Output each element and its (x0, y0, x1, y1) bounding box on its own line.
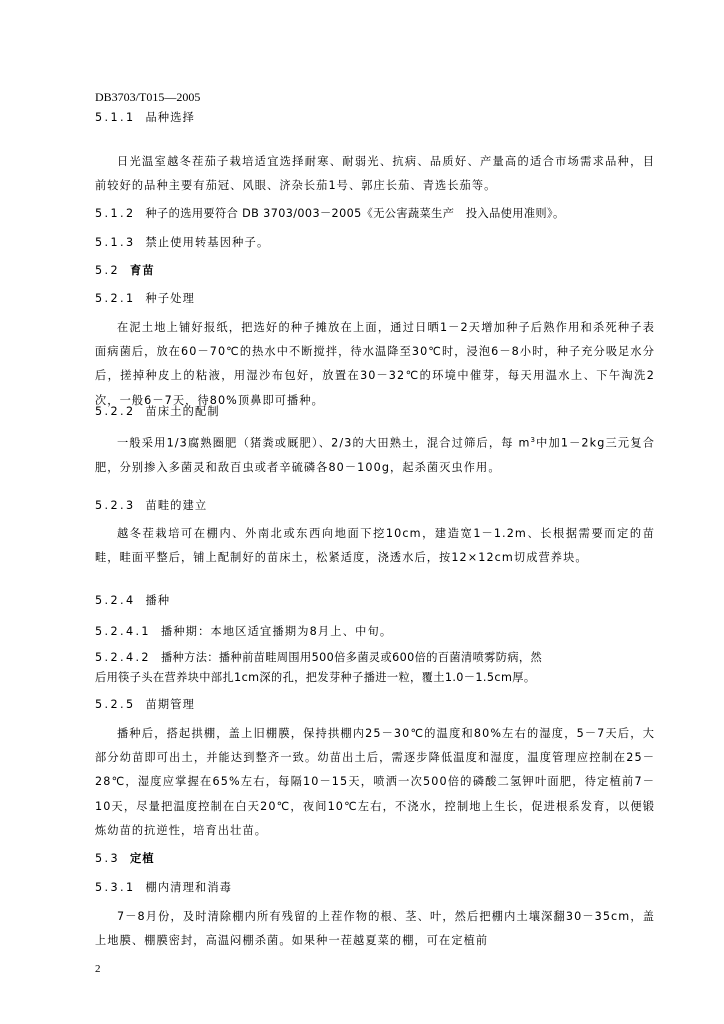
section-title: 播种期：本地区适宜播期为8月上、中旬。 (160, 625, 393, 638)
heading-5-3-1 (95, 881, 655, 895)
heading-5-1-2 (95, 207, 655, 221)
paragraph-5-2-2 (95, 428, 655, 504)
section-number: 5.2 (95, 264, 120, 277)
heading-5-2-4-2 (95, 651, 655, 665)
section-title: 种子处理 (145, 292, 196, 305)
superscript-3: 3 (530, 436, 537, 444)
section-title: 种子的选用要符合 DB 3703/003－2005《无公害蔬菜生产 投入品使用准则》。 (145, 207, 565, 220)
section-title: 播种 (145, 594, 171, 607)
paragraph-text-start: 一般采用1/3腐熟圈肥（猪粪或厩肥）、2/3的大田熟土，混合过筛后，每 m (117, 436, 531, 450)
paragraph-5-3-1: 7－8月份，及时清除棚内所有残留的上茬作物的根、茎、叶，然后把棚内土壤深翻30－35cm，盖上地膜、棚膜密封，高温闷棚杀菌。如果种一茬越夏菜的棚，可在定植前 (95, 910, 655, 948)
page-number: 2 (95, 963, 101, 975)
section-title: 播种方法：播种前苗畦周围用500倍多菌灵或600倍的百菌清喷雾防病，然 (160, 651, 543, 664)
section-number: 5.3.1 (95, 881, 136, 894)
section-number: 5.2.1 (95, 292, 136, 305)
document-id: DB3703/T015—2005 (95, 90, 201, 104)
paragraph-5-2-4-2: 后用筷子头在营养块中部扎1cm深的孔，把发芽种子播进一粒，覆土1.0－1.5cm厚。 (95, 671, 536, 684)
section-title: 苗期管理 (145, 698, 196, 711)
section-number: 5.2.4.1 (95, 625, 151, 638)
section-number: 5.2.4.2 (95, 651, 151, 664)
section-number: 5.2.3 (95, 499, 136, 512)
paragraph-text-end: 中加1－2kg三元复合肥，分别掺入多菌灵和敌百虫或者辛硫磷各80－100g，起杀菌灭虫作用。 (95, 436, 655, 474)
section-title: 育苗 (130, 264, 155, 277)
paragraph-5-2-3: 越冬茬栽培可在棚内、外南北或东西向地面下挖10cm，建造宽1－1.2m、长根据需要而定的苗畦，畦面平整后，铺上配制好的苗床土，松紧适度，浇透水后，按12×12cm切成营养块。 (95, 527, 655, 565)
section-title: 定植 (130, 852, 155, 865)
section-number: 5.1.2 (95, 207, 136, 220)
section-number: 5.2.2 (95, 405, 136, 418)
section-title: 品种选择 (145, 111, 196, 124)
paragraph-5-2-1: 在泥土地上铺好报纸，把选好的种子摊放在上面，通过日晒1－2天增加种子后熟作用和杀死种子表面病菌后，放在60－70℃的热水中不断搅拌，待水温降至30℃时，浸泡6－8小时，种子充分吸足水分后，搓掉种皮上的粘液，用湿沙布包好，放置在30－32℃的环境中催芽，每天用温水上、下午淘洗2次，一般6－7天，待80%顶鼻即可播种。 (95, 321, 655, 407)
section-title: 苗床土的配制 (145, 405, 220, 418)
heading-5-2-1 (95, 292, 655, 306)
section-title: 苗畦的建立 (145, 499, 208, 512)
paragraph-5-2-5: 播种后，搭起拱棚，盖上旧棚膜，保持拱棚内25－30℃的温度和80%左右的湿度，5－7天后，大部分幼苗即可出土，并能达到整齐一致。幼苗出土后，需逐步降低温度和湿度，温度管理应控制在25－28℃，湿度应掌握在65%左右，每隔10－15天，喷洒一次500倍的磷酸二氢钾叶面肥，待定植前7－10天，尽量把温度控制在白天20℃，夜间10℃左右，不浇水，控制地上生长，促进根系发育，以便锻炼幼苗的抗逆性，培育出壮苗。 (95, 727, 655, 837)
section-number: 5.2.5 (95, 698, 136, 711)
section-number: 5.2.4 (95, 594, 136, 607)
heading-5-2-4-1 (95, 625, 655, 639)
heading-5-3 (95, 852, 655, 866)
heading-5-1-3 (95, 236, 655, 250)
heading-5-2-3 (95, 499, 655, 513)
heading-5-2-5 (95, 698, 655, 712)
heading-5-2-4 (95, 594, 655, 608)
section-number: 5.1.1 (95, 111, 136, 124)
section-number: 5.1.3 (95, 236, 136, 249)
paragraph-5-1-1: 日光温室越冬茬茄子栽培适宜选择耐寒、耐弱光、抗病、品质好、产量高的适合市场需求品种，目前较好的品种主要有茄冠、风眼、济杂长茄1号、郭庄长茄、青选长茄等。 (95, 155, 655, 193)
section-number: 5.3 (95, 852, 120, 865)
heading-5-2-2 (95, 405, 655, 419)
section-title: 棚内清理和消毒 (145, 881, 233, 894)
section-title: 禁止使用转基因种子。 (145, 236, 270, 249)
heading-5-2 (95, 264, 655, 278)
heading-5-1-1 (95, 111, 655, 125)
